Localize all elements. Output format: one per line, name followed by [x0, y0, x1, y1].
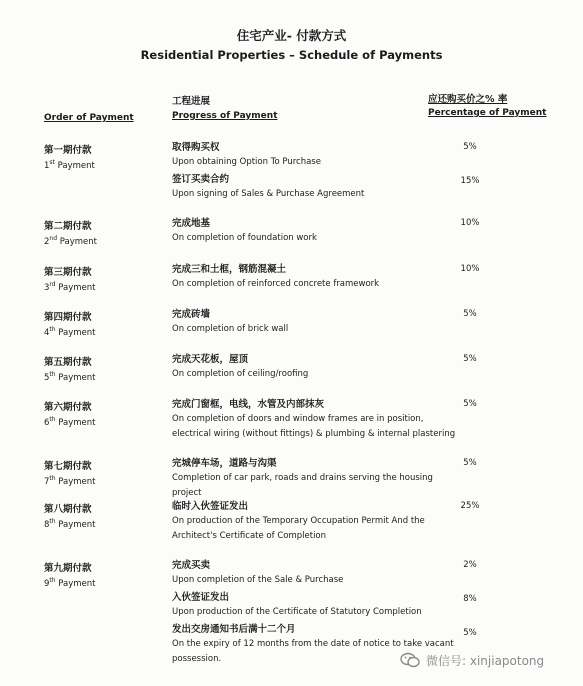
payment-order-en	[44, 577, 96, 589]
progress-milestone-cn: 取得购买权	[172, 142, 220, 153]
progress-milestone-cn: 完成门窗框，电线，水管及内部抹灰	[172, 399, 325, 410]
header-progress-cn: 工程进展	[172, 96, 211, 107]
payment-label: Payment	[57, 160, 95, 171]
progress-column	[172, 307, 462, 339]
payment-percentage: 5%	[463, 399, 477, 409]
header-percentage-en: Percentage of Payment	[428, 108, 547, 118]
progress-milestone-cn: 完成三和土框，钢筋混凝土	[172, 264, 287, 275]
progress-milestone-en: On completion of brick wall	[172, 324, 289, 334]
progress-milestone-en: On completion of ceiling/roofing	[172, 369, 309, 379]
header-order: Order of Payment	[44, 113, 134, 123]
watermark	[400, 650, 544, 670]
progress-milestone-cn: 临时入伙签证发出	[172, 501, 249, 512]
progress-milestone-cn: 入伙签证发出	[172, 592, 230, 603]
payment-number: 1	[44, 160, 50, 171]
payment-percentage: 25%	[460, 501, 480, 511]
payment-percentage: 5%	[463, 354, 477, 364]
payment-percentage: 5%	[463, 142, 477, 152]
progress-column	[172, 140, 462, 204]
header-progress-en: Progress of Payment	[172, 111, 278, 121]
payment-label: Payment	[58, 519, 96, 530]
payment-ordinal-suffix: th	[49, 371, 56, 378]
wechat-icon	[400, 652, 420, 668]
title-chinese: 住宅产业- 付款方式	[236, 28, 347, 43]
progress-milestone-en: On completion of foundation work	[172, 233, 317, 243]
payment-number: 5	[44, 372, 50, 383]
progress-milestone-en: Completion of car park, roads and drains serving the housing project	[172, 473, 433, 498]
payment-number: 3	[44, 282, 50, 293]
payment-percentage: 10%	[460, 264, 480, 274]
payment-ordinal-suffix: th	[49, 577, 56, 584]
payment-label: Payment	[58, 578, 96, 589]
payment-label: Payment	[58, 327, 96, 338]
payment-ordinal-suffix: rd	[49, 281, 56, 288]
progress-milestone-en: On production of the Temporary Occupation Permit And the Architect's Certificate of Completion	[172, 516, 425, 541]
payment-number: 9	[44, 578, 50, 589]
payment-order-cn: 第二期付款	[44, 221, 92, 232]
payment-label: Payment	[58, 372, 96, 383]
payment-order-en	[44, 518, 96, 530]
payment-label: Payment	[58, 417, 96, 428]
payment-order-en	[44, 326, 96, 338]
payment-order-en	[44, 416, 96, 428]
payment-percentage: 2%	[463, 560, 477, 570]
progress-milestone-en: On completion of doors and window frames are in position, electrical wiring (without fittings) & plumbing & internal plastering	[172, 414, 456, 439]
payment-order-cn: 第五期付款	[44, 357, 92, 368]
progress-milestone-en: Upon production of the Certificate of Statutory Completion	[172, 607, 422, 617]
progress-milestone-cn: 完成买卖	[172, 560, 211, 571]
payment-ordinal-suffix: th	[49, 475, 56, 482]
payment-order-cn: 第六期付款	[44, 402, 92, 413]
progress-milestone-en: On completion of reinforced concrete framework	[172, 279, 380, 289]
progress-column	[172, 262, 462, 294]
watermark-text: 微信号: xinjiapotong	[426, 653, 545, 668]
payment-ordinal-suffix: st	[49, 159, 55, 166]
progress-column	[172, 216, 462, 248]
progress-milestone-en: On the expiry of 12 months from the date of notice to take vacant possession.	[172, 639, 454, 664]
payment-percentage: 5%	[463, 628, 477, 638]
payment-order-cn: 第四期付款	[44, 312, 92, 323]
payment-order-cn: 第一期付款	[44, 145, 92, 156]
progress-milestone-cn: 完成砖墙	[172, 309, 211, 320]
payment-number: 2	[44, 236, 50, 247]
payment-order-cn: 第三期付款	[44, 267, 92, 278]
payment-order-cn: 第八期付款	[44, 504, 92, 515]
payment-order-en	[44, 159, 95, 171]
payment-ordinal-suffix: th	[49, 416, 56, 423]
payment-order-en	[44, 281, 96, 293]
payment-percentage: 5%	[463, 458, 477, 468]
progress-milestone-cn: 签订买卖合约	[172, 174, 230, 185]
payment-ordinal-suffix: th	[49, 326, 56, 333]
payment-order-cn: 第七期付款	[44, 461, 92, 472]
progress-milestone-cn: 完成地基	[172, 218, 211, 229]
progress-column	[172, 456, 462, 503]
payment-order-en	[44, 371, 96, 383]
progress-milestone-en: Upon completion of the Sale & Purchase	[172, 575, 344, 585]
payment-number: 4	[44, 327, 50, 338]
payment-number: 6	[44, 417, 50, 428]
payment-percentage: 10%	[460, 218, 480, 228]
payment-percentage: 8%	[463, 594, 477, 604]
payment-label: Payment	[58, 282, 96, 293]
payment-percentage: 15%	[460, 176, 480, 186]
progress-column	[172, 397, 462, 444]
progress-milestone-cn: 完城停车场，道路与沟渠	[172, 458, 277, 469]
payment-ordinal-suffix: nd	[49, 235, 58, 242]
progress-column	[172, 352, 462, 384]
payment-number: 7	[44, 476, 50, 487]
payment-number: 8	[44, 519, 50, 530]
payment-percentage: 5%	[463, 309, 477, 319]
progress-milestone-cn: 完成天花板，屋顶	[172, 354, 249, 365]
progress-column	[172, 499, 462, 546]
progress-milestone-en: Upon obtaining Option To Purchase	[172, 157, 321, 167]
payment-order-en	[44, 475, 96, 487]
payment-ordinal-suffix: th	[49, 518, 56, 525]
progress-milestone-en: Upon signing of Sales & Purchase Agreement	[172, 189, 365, 199]
header-percentage-cn: 应还购买价之% 率	[428, 94, 508, 105]
payment-label: Payment	[59, 236, 97, 247]
title-english: Residential Properties – Schedule of Payments	[140, 48, 443, 62]
payment-label: Payment	[58, 476, 96, 487]
payment-order-en	[44, 235, 97, 247]
payment-order-cn: 第九期付款	[44, 563, 92, 574]
progress-milestone-cn: 发出交房通知书后满十二个月	[172, 624, 296, 635]
